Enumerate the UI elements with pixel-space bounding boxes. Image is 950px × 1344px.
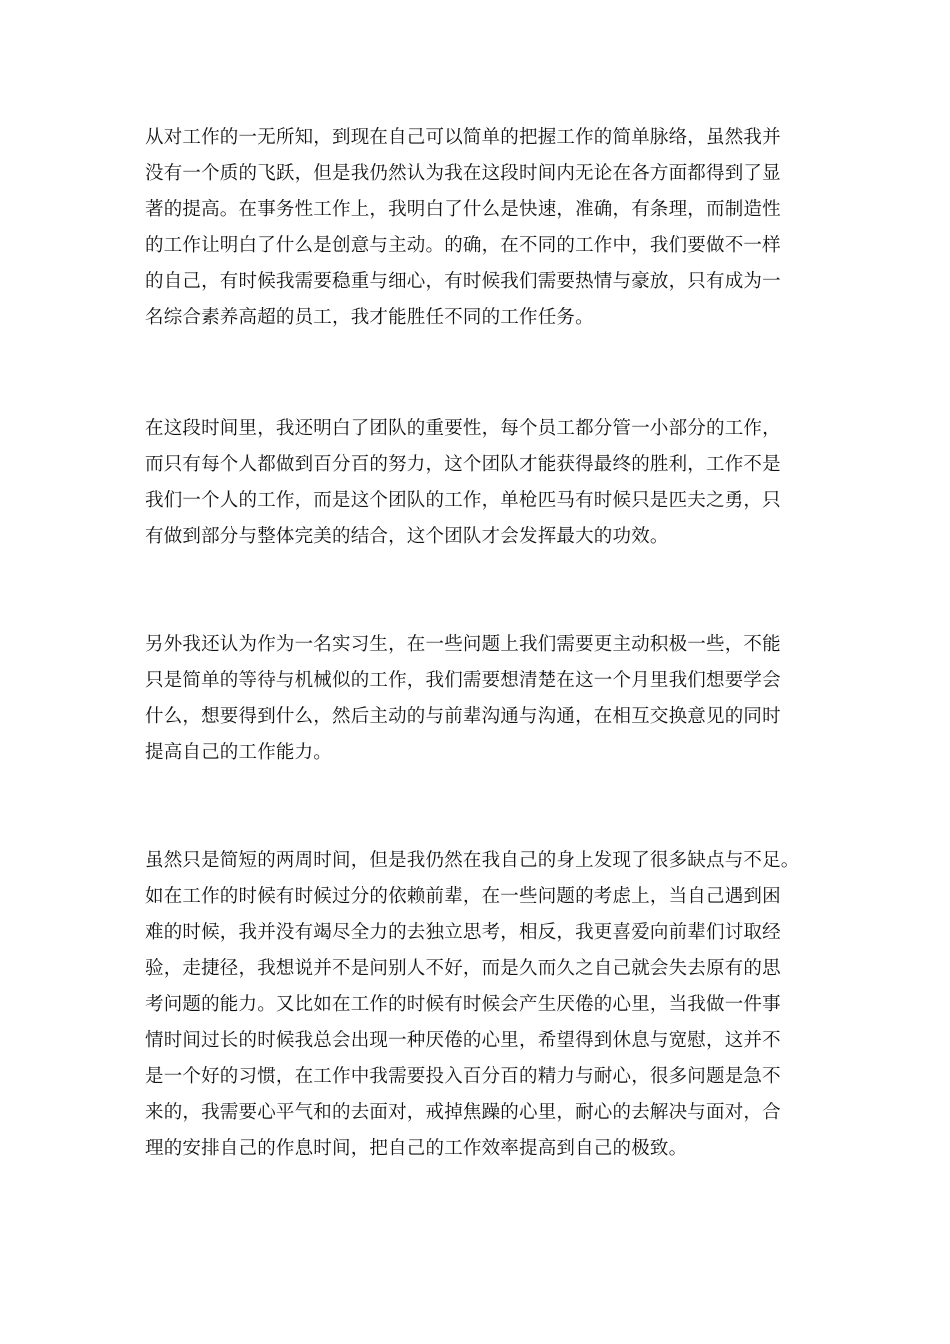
paragraph-line: 有做到部分与整体完美的结合，这个团队才会发挥最大的功效。 [145, 526, 669, 547]
paragraph-line: 在这段时间里，我还明白了团队的重要性，每个员工都分管一小部分的工作， [145, 418, 781, 439]
paragraph-line: 只是简单的等待与机械似的工作，我们需要想清楚在这一个月里我们想要学会 [145, 670, 781, 691]
paragraph-4 [145, 843, 825, 1167]
paragraph-line: 来的，我需要心平气和的去面对，戒掉焦躁的心里，耐心的去解决与面对，合 [145, 1102, 781, 1123]
paragraph-line: 另外我还认为作为一名实习生，在一些问题上我们需要更主动积极一些，不能 [145, 634, 781, 655]
paragraph-line: 虽然只是简短的两周时间，但是我仍然在我自己的身上发现了很多缺点与不足。 [145, 850, 800, 871]
paragraph-3 [145, 627, 825, 771]
paragraph-line: 的自己，有时候我需要稳重与细心，有时候我们需要热情与豪放，只有成为一 [145, 271, 781, 292]
paragraph-line: 什么，想要得到什么，然后主动的与前辈沟通与沟通，在相互交换意见的同时 [145, 706, 781, 727]
paragraph-line: 从对工作的一无所知，到现在自己可以简单的把握工作的简单脉络，虽然我并 [145, 127, 781, 148]
paragraph-line: 的工作让明白了什么是创意与主动。的确，在不同的工作中，我们要做不一样 [145, 235, 781, 256]
paragraph-line: 是一个好的习惯，在工作中我需要投入百分百的精力与耐心，很多问题是急不 [145, 1066, 781, 1087]
paragraph-line: 难的时候，我并没有竭尽全力的去独立思考，相反，我更喜爱向前辈们讨取经 [145, 922, 781, 943]
paragraph-line: 如在工作的时候有时候过分的依赖前辈，在一些问题的考虑上，当自己遇到困 [145, 886, 781, 907]
paragraph-line: 提高自己的工作能力。 [145, 742, 333, 763]
paragraph-line: 而只有每个人都做到百分百的努力，这个团队才能获得最终的胜利，工作不是 [145, 454, 781, 475]
paragraph-line: 理的安排自己的作息时间，把自己的工作效率提高到自己的极致。 [145, 1138, 688, 1159]
paragraph-line: 名综合素养高超的员工，我才能胜任不同的工作任务。 [145, 307, 594, 328]
paragraph-line: 情时间过长的时候我总会出现一种厌倦的心里，希望得到休息与宽慰，这并不 [145, 1030, 781, 1051]
paragraph-line: 验，走捷径，我想说并不是问别人不好，而是久而久之自己就会失去原有的思 [145, 958, 781, 979]
paragraph-line: 我们一个人的工作，而是这个团队的工作，单枪匹马有时候只是匹夫之勇，只 [145, 490, 781, 511]
paragraph-1 [145, 120, 825, 336]
paragraph-line: 没有一个质的飞跃，但是我仍然认为我在这段时间内无论在各方面都得到了显 [145, 163, 781, 184]
paragraph-line: 著的提高。在事务性工作上，我明白了什么是快速，准确，有条理，而制造性 [145, 199, 781, 220]
paragraph-line: 考问题的能力。又比如在工作的时候有时候会产生厌倦的心里，当我做一件事 [145, 994, 781, 1015]
paragraph-2 [145, 411, 825, 555]
